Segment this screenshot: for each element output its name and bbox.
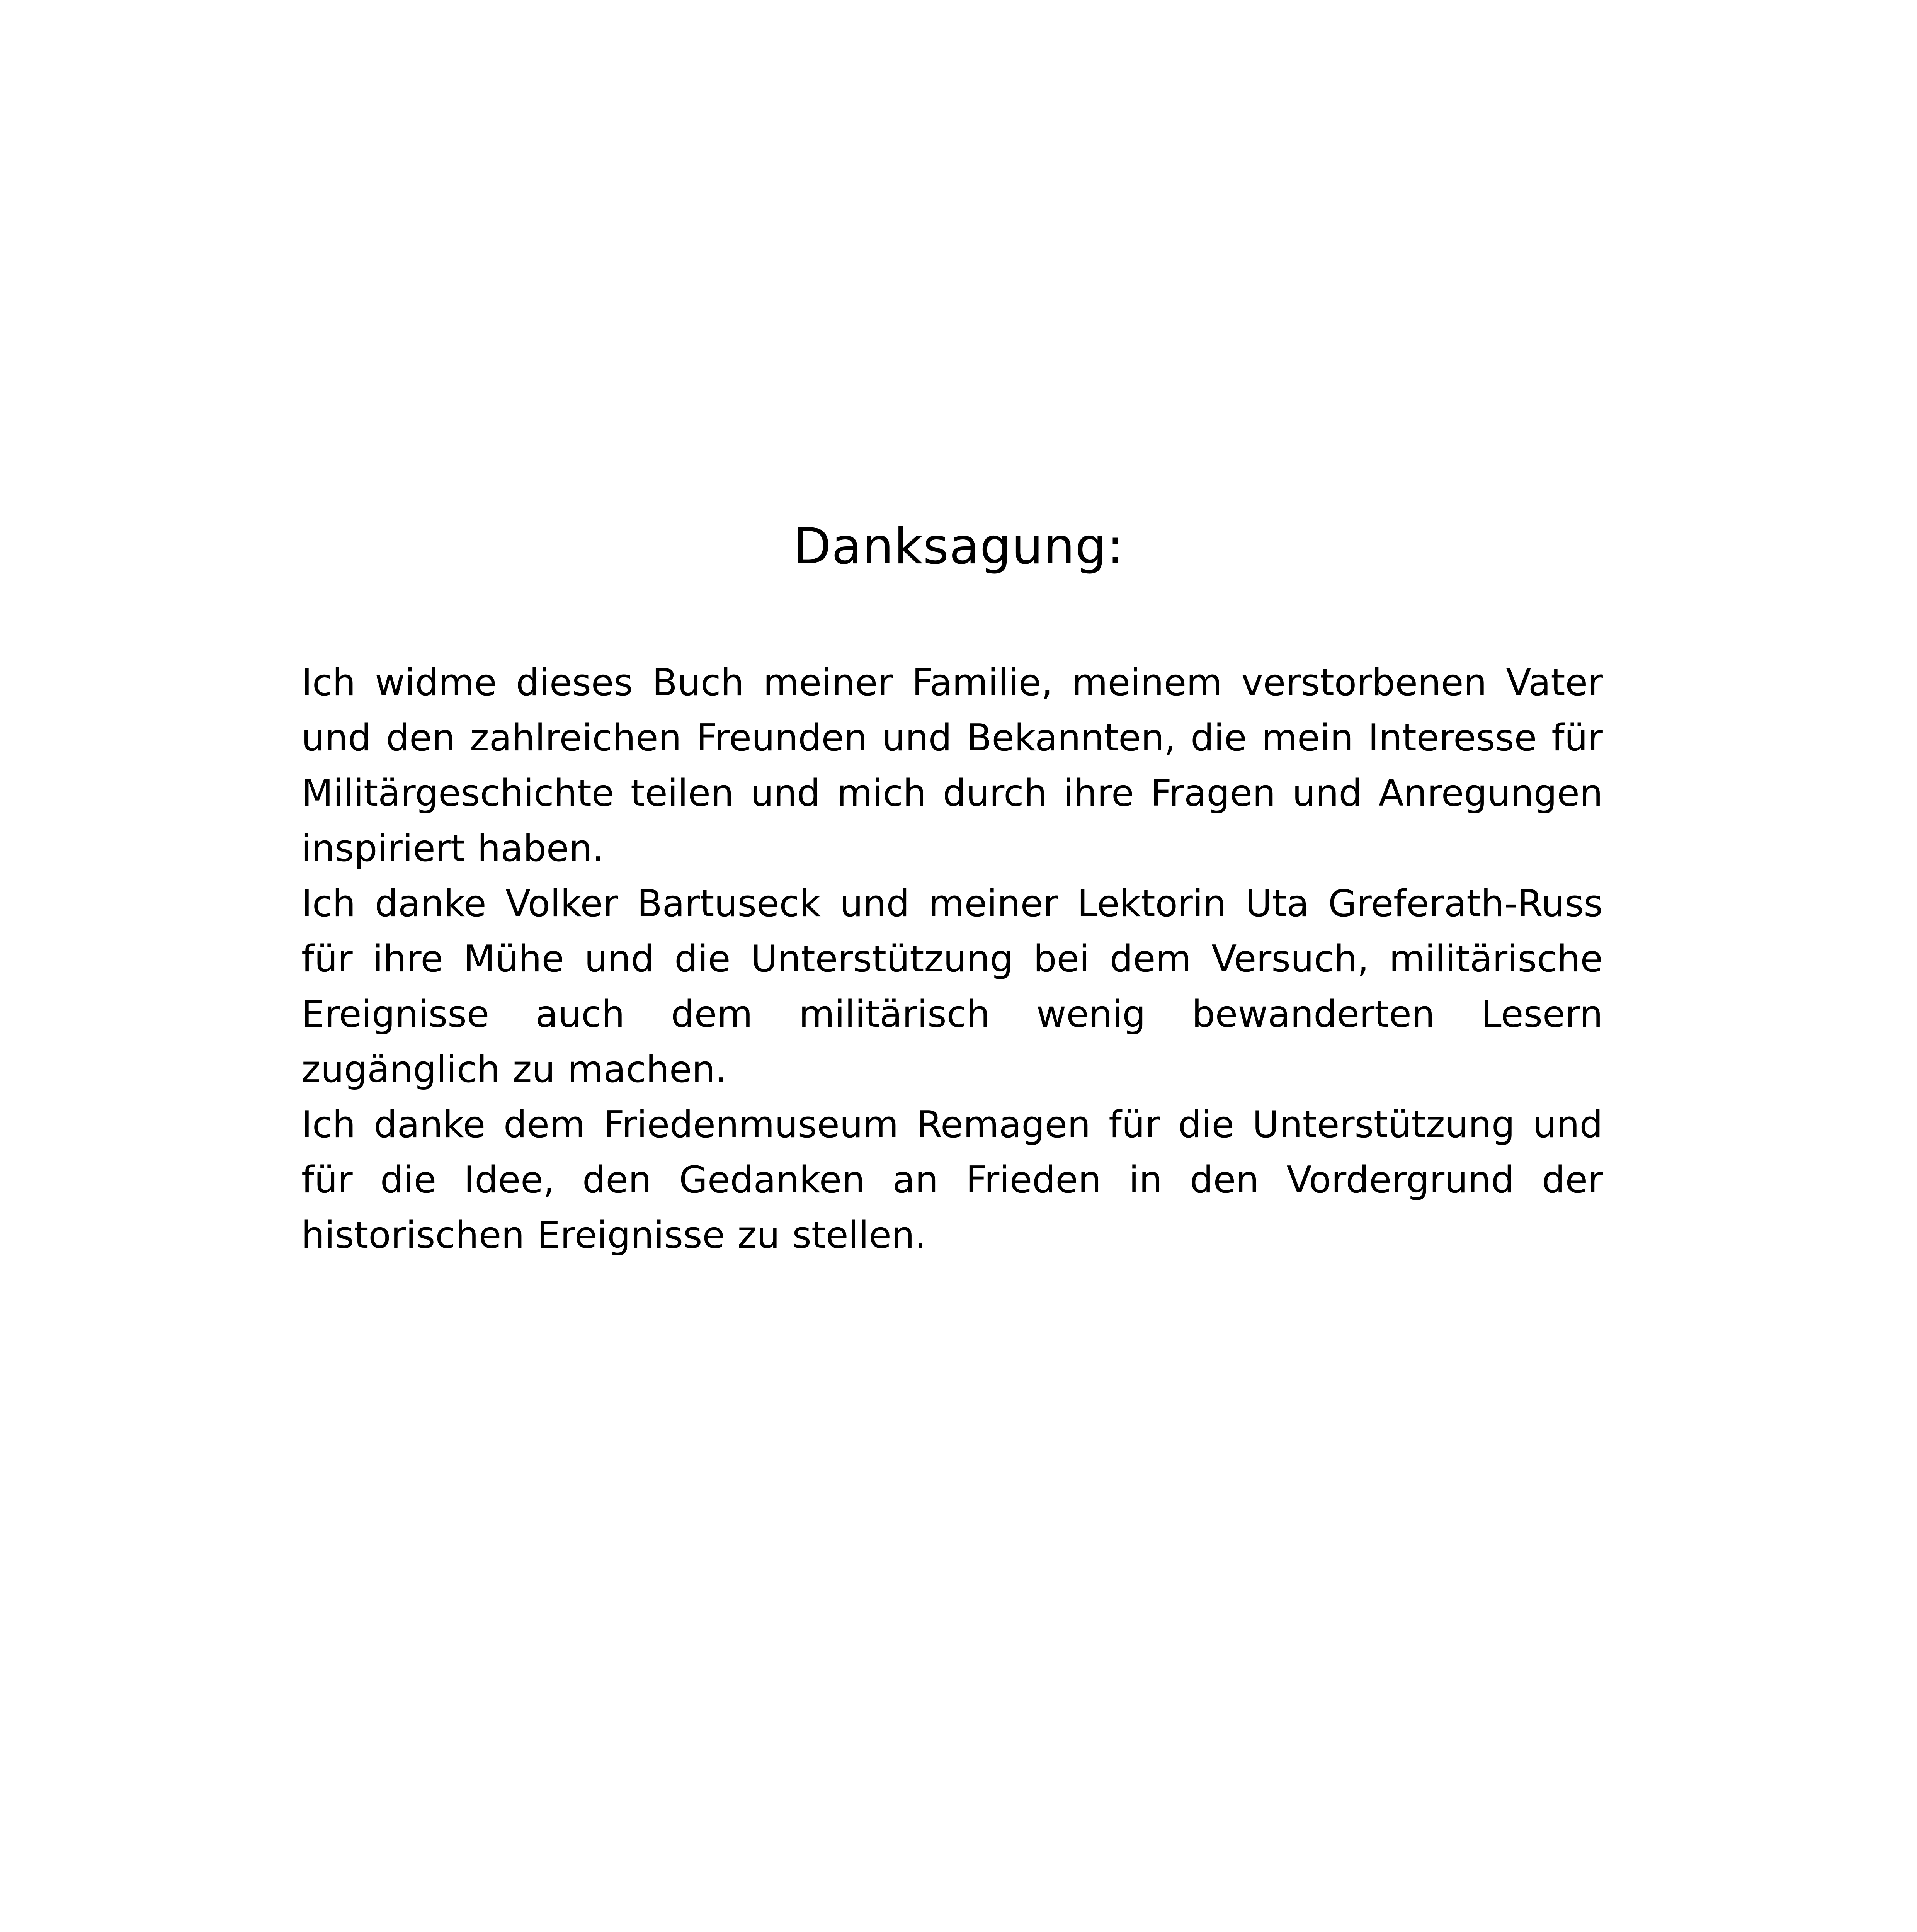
paragraph-thanks-museum: Ich danke dem Friedenmuseum Remagen für die Unterstützung und für die Idee, den Gedanken an Frieden in den Vordergrund der historischen Ereignisse zu stellen. xyxy=(301,1104,1603,1257)
acknowledgement-text xyxy=(301,655,1603,1263)
paragraph-dedication: Ich widme dieses Buch meiner Familie, meinem verstorbenen Vater und den zahlreichen Freunden und Bekannten, die mein Interesse für Militärgeschichte teilen und mich durch ihre Fragen und Anregungen inspiriert haben. xyxy=(301,662,1603,870)
page-title: Danksagung: xyxy=(793,518,1124,575)
paragraph-thanks-editor: Ich danke Volker Bartuseck und meiner Lektorin Uta Greferath-Russ für ihre Mühe und die Unterstützung bei dem Versuch, militärische Ereignisse auch dem militärisch wenig bewanderten Lesern zugänglich zu machen. xyxy=(301,883,1603,1091)
